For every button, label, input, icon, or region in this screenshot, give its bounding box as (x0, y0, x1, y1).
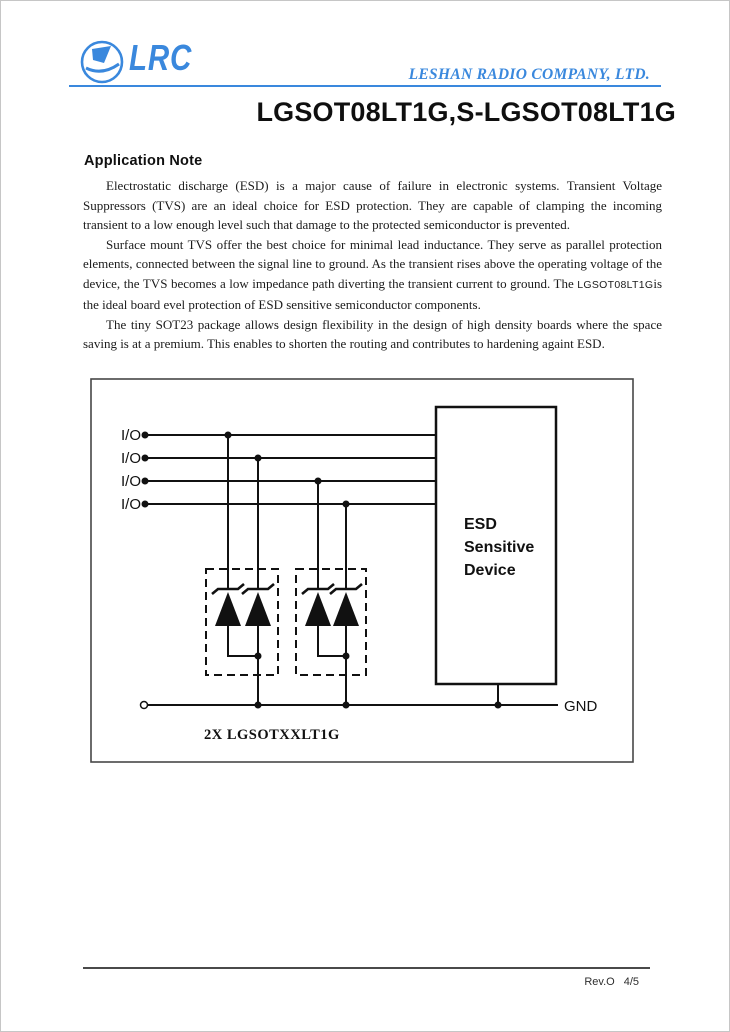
svg-text:ESD: ESD (464, 516, 497, 533)
lrc-logo-icon (78, 38, 126, 86)
gnd-open-terminal (141, 702, 148, 709)
io-label: I/O (120, 473, 141, 490)
io-label: I/O (120, 496, 141, 513)
part-number-inline: LGSOT08LT1G (577, 278, 654, 291)
page-title: LGSOT08LT1G,S-LGSOT08LT1G (256, 97, 676, 127)
application-circuit-diagram (90, 378, 634, 763)
paragraph-1: Electrostatic discharge (ESD) is a major cause of failure in electronic systems. Transient Voltage Suppressors (TVS) are an ideal choice for ESD protection. They are capable of clamping the incoming transient to a low enough level such that damage to the protected semiconductor is prevented. (83, 178, 662, 232)
header-divider (69, 85, 661, 87)
svg-text:Device: Device (464, 562, 516, 579)
revision-label: Rev.O (584, 976, 615, 988)
footer (584, 976, 639, 988)
gnd-label: GND (564, 698, 598, 715)
diagram-caption: 2X LGSOTXXLT1G (204, 727, 340, 743)
lrc-logo (78, 36, 228, 86)
section-heading: Application Note (84, 153, 203, 169)
page-number: 4/5 (623, 976, 639, 988)
footer-divider (83, 967, 650, 969)
paragraph-3: The tiny SOT23 package allows design flexibility in the design of high density boards where the space saving is at a premium. This enables to shorten the routing and contributes to hardening againt ESD. (83, 316, 662, 351)
svg-text:Sensitive: Sensitive (464, 539, 535, 556)
paragraph-2 (83, 235, 662, 315)
application-note-body (83, 176, 662, 354)
company-name: LESHAN RADIO COMPANY, LTD. (408, 66, 650, 83)
io-label: I/O (120, 450, 141, 467)
paragraph-2-text-after: is the ideal board evel protection of ESD sensitive semiconductor components. (83, 275, 662, 312)
io-label: I/O (120, 427, 141, 444)
paragraph-2-text: Surface mount TVS offer the best choice for minimal lead inductance. They serve as parallel protection elements, connected between the signal line to ground. As the transient rises above the operating voltage of the device, the TVS becomes a low impedance path diverting the transient current to ground. The (83, 236, 662, 291)
logo-wordmark: LRC (129, 37, 193, 78)
